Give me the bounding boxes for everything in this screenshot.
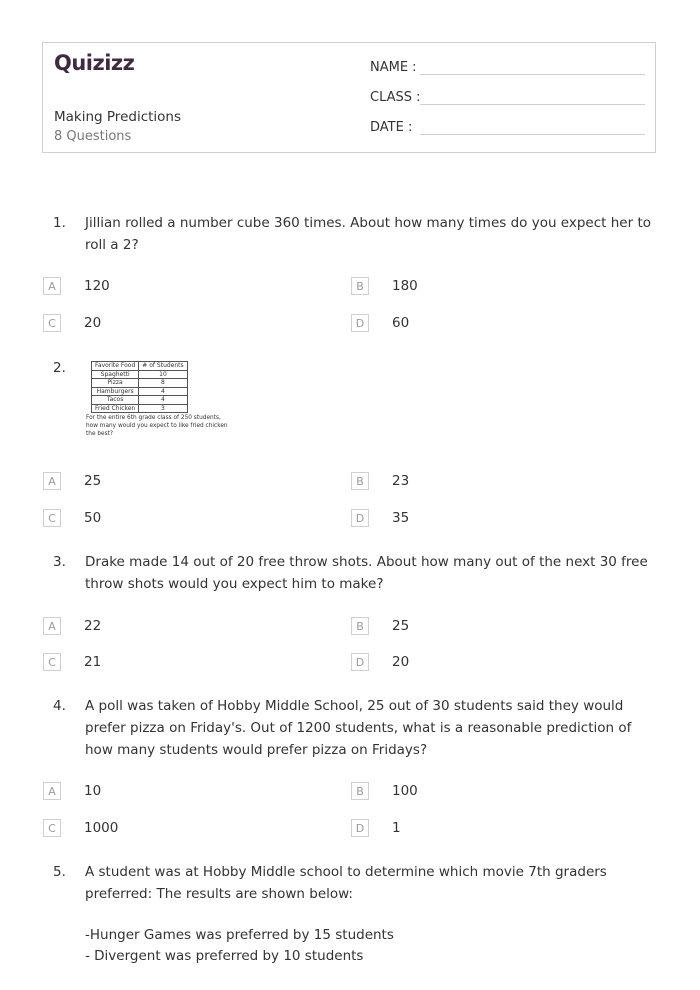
table-cell: 4	[139, 387, 187, 396]
table-cell: Tacos	[92, 396, 139, 405]
table-cell: Pizza	[92, 379, 139, 388]
question-number: 3.	[53, 554, 66, 570]
option-d[interactable]	[351, 819, 401, 837]
option-d[interactable]	[351, 314, 409, 332]
option-d[interactable]	[351, 509, 409, 527]
option-letter: D	[351, 653, 369, 671]
date-field[interactable]	[370, 120, 645, 135]
option-c[interactable]	[43, 653, 101, 671]
question-text: Drake made 14 out of 20 free throw shots. About how many out of the next 30 free throw shots would you expect him to make?	[85, 554, 648, 592]
option-letter: A	[43, 472, 61, 490]
worksheet-header	[42, 42, 656, 153]
table-header: # of Students	[139, 362, 187, 371]
option-d[interactable]	[351, 653, 409, 671]
question-text: A poll was taken of Hobby Middle School, 25 out of 30 students said they would prefer pizza on Friday's. Out of 1200 students, what is a reasonable prediction of how many students would prefer pizza on Fridays?	[85, 698, 632, 758]
option-text: 10	[84, 783, 102, 799]
results-list	[85, 925, 394, 967]
option-text: 120	[84, 278, 110, 294]
option-c[interactable]	[43, 314, 101, 332]
date-line[interactable]	[420, 120, 645, 135]
option-b[interactable]	[351, 617, 409, 635]
table-cell: Hamburgers	[92, 387, 139, 396]
option-text: 23	[392, 473, 410, 489]
option-letter: A	[43, 782, 61, 800]
question-number: 5.	[53, 864, 66, 880]
class-label: CLASS :	[370, 90, 421, 105]
option-letter: A	[43, 617, 61, 635]
option-a[interactable]	[43, 782, 101, 800]
question-1	[53, 212, 660, 256]
option-a[interactable]	[43, 617, 101, 635]
option-letter: B	[351, 617, 369, 635]
option-text: 180	[392, 278, 418, 294]
option-text: 20	[392, 654, 410, 670]
option-c[interactable]	[43, 819, 118, 837]
table-cell: Spaghetti	[92, 370, 139, 379]
option-a[interactable]	[43, 472, 101, 490]
table-cell: Fried Chicken	[92, 404, 139, 413]
option-text: 20	[84, 315, 102, 331]
question-number: 4.	[53, 698, 66, 714]
question-number: 1.	[53, 215, 66, 231]
option-text: 1000	[84, 820, 119, 836]
class-field[interactable]	[370, 90, 645, 105]
option-text: 35	[392, 510, 410, 526]
option-text: 50	[84, 510, 102, 526]
option-letter: C	[43, 509, 61, 527]
option-c[interactable]	[43, 509, 101, 527]
question-number: 2.	[53, 360, 66, 376]
option-text: 100	[392, 783, 418, 799]
option-b[interactable]	[351, 277, 418, 295]
table-cell: 8	[139, 379, 187, 388]
question-5	[53, 861, 660, 905]
question-count: 8 Questions	[54, 129, 132, 144]
table-cell: 10	[139, 370, 187, 379]
option-b[interactable]	[351, 782, 418, 800]
option-a[interactable]	[43, 277, 110, 295]
name-field[interactable]	[370, 60, 645, 75]
option-b[interactable]	[351, 472, 409, 490]
table-cell: 3	[139, 404, 187, 413]
option-text: 25	[84, 473, 102, 489]
name-line[interactable]	[420, 60, 645, 75]
option-letter: D	[351, 509, 369, 527]
option-text: 60	[392, 315, 410, 331]
question-3	[53, 551, 660, 595]
table-header: Favorite Food	[92, 362, 139, 371]
class-line[interactable]	[420, 90, 645, 105]
option-text: 25	[392, 618, 410, 634]
question-image	[86, 361, 231, 438]
option-letter: C	[43, 653, 61, 671]
option-letter: B	[351, 472, 369, 490]
option-letter: B	[351, 277, 369, 295]
image-caption: For the entire 6th grade class of 250 students, how many would you expect to like fried chicken the best?	[86, 415, 228, 437]
worksheet-title: Making Predictions	[54, 109, 182, 125]
name-label: NAME :	[370, 60, 417, 75]
food-table	[91, 361, 188, 413]
option-text: 22	[84, 618, 102, 634]
option-text: 1	[392, 820, 401, 836]
quizizz-logo: Quizizz	[54, 51, 135, 75]
option-letter: C	[43, 314, 61, 332]
option-letter: D	[351, 314, 369, 332]
option-letter: A	[43, 277, 61, 295]
option-letter: D	[351, 819, 369, 837]
date-label: DATE :	[370, 120, 413, 135]
list-item: - Divergent was preferred by 10 students	[85, 948, 364, 964]
option-letter: B	[351, 782, 369, 800]
table-cell: 4	[139, 396, 187, 405]
option-letter: C	[43, 819, 61, 837]
question-4	[53, 695, 660, 761]
question-text: A student was at Hobby Middle school to determine which movie 7th graders preferred: The results are shown below:	[85, 864, 607, 902]
list-item: -Hunger Games was preferred by 15 students	[85, 927, 394, 943]
question-text: Jillian rolled a number cube 360 times. About how many times do you expect her to roll a 2?	[85, 215, 651, 253]
option-text: 21	[84, 654, 102, 670]
